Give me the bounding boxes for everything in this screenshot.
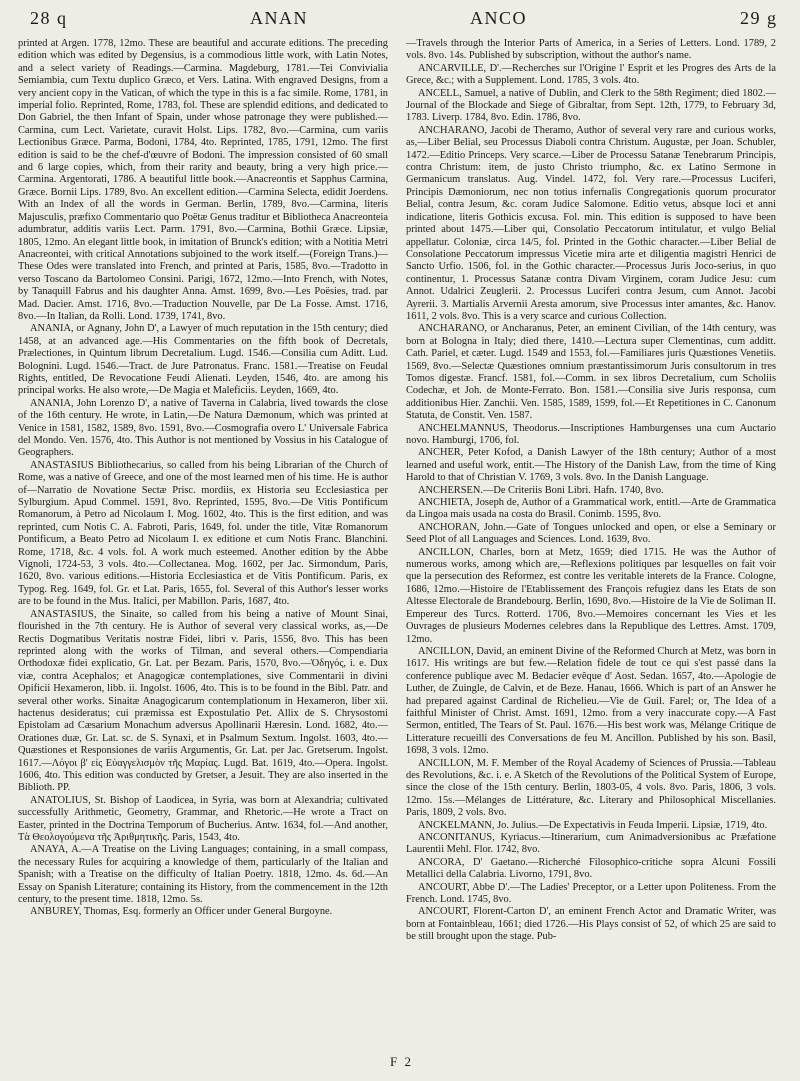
entry-anburey: ANBUREY, Thomas, Esq. formerly an Officer under General Burgoyne. (30, 906, 333, 918)
entry-anchoran: ANCHORAN, John.—Gate of Tongues unlocked and open, or else a Seminary or Seed Plot of all Languages and Sciences. Lond. 1639, 8vo. (406, 521, 776, 546)
entry-anchersen: ANCHERSEN.—De Criteriis Boni Libri. Hafn. 1740, 8vo. (418, 484, 664, 496)
entry-anacreon-continued: printed at Argen. 1778, 12mo. These are beautiful and accurate editions. The preceding edition which was edited by Degensius, is a commodious little work, with Latin Notes, and a select variety of Readings.—Carmina. Magdeburg, 1781.—Tei Convivialia Semiambia, cum Textu duplico Græco, et Vers. Latina. With engraved Designs, from a very ancient copy in the Vatican, of which the type in this is a fac simile. Rome, 1781, in imperial folio. Reprinted, Rome, 1783, fol. These are splendid editions, and dedicated to Don Gabriel, the then Infant of Spain, under whose patronage they were published.—Carmina, cum Lect. Varietate, curavit Holst. Lips. 1782, 8vo.—Carmina, cum variis Lectionibus Græce. Parma, Bodoni, 1784, 4to. Reprinted, 1785, 1791, 12mo. The first edition is said to be the chef-d'œuvre of Bodoni. The impression consisted of 60 small and 6 large copies, which, from their rarity and beauty, bring a very high price.—Carmina. Argentorati, 1786. A beautiful little book.—Anacreontis et Sapphus Carmina, Græce. Bornii Lips. 1789, 8vo. An excellent edition.—Carmina Selecta, edidit Joerdens. With an Index of all the words in German. Berlin, 1789, 8vo.—Carmina, literis Majusculis, præfixo Commentario quo Poëtæ Genus traditur et Bibliotheca Anacreonteia adumbratur, additis variis Lect. Parm. 1791, 8vo.—Carmina, Bothii Græce. Lipsiæ, 1805, 12mo. An elegant little book, in imitation of Brunck's edition; with a Notitia Metri Anacreontei, with critical Annotations subjoined to the work itself.—(Foreign Trans.)—These Odes were translated into French, and printed at Paris, 1585, 8vo.—Tradotto in verso Toscano da Bartolomeo Consini. Parigi, 1672, 12mo.—Into French, with Notes, by Tanaquill Fabrus and his daughter Anna. Amst. 1699, 8vo.—Les Poësies, trad. par Mad. Dacier. Amst. 1716, 8vo.—Traduction Nouvelle, par De La Fosse. Amst. 1716, 8vo.—In Italian, da Rolli. Lond. 1739, 1741, 8vo. (18, 38, 388, 322)
entry-anastasius-bibliothecarius: ANASTASIUS Bibliothecarius, so called from his being Librarian of the Church of Rome, was a native of Greece, and one of the most learned men of his time. He is author of—Narratio de Novatione Sectæ Prisc. mordiis, ex Historia seu Ecclesiastica per Sylburgium. Apud Commel. 1591, 8vo. Reprinted, 1595, 8vo.—De Vitis Pontificum Romanorum, à Petro ad Nicolaum I. Mog. 1602, 4to. This is the first edition, and was reprinted, cum Notis C. A. Fabroti, Paris, 1649, fol. under the title, Vitæ Romanorum Pontificum, a Beato Petro ad Nicolaum I. ex editione et cum Notis Franc. Blanchini. Rome, 1718, &c. 4 vols. fol. A work much esteemed. Another edition by the Abbe Vignoli, 1724-53, 3 vols. 4to.—Collectanea. Mog. 1602, per Jac. Sirmondum, Paris, 1620, 8vo. various editions.—Historia Ecclesiastica et de Vitis Pontificum. Paris, ex Typog. Reg. 1649, fol. Gr. et Lat. Paris, 1655, fol. Several of this Author's lesser works are to be found in the Mus. Italici, per Mabillon. Paris, 1687, 4to. (18, 459, 388, 608)
entry-anchieta: ANCHIETA, Joseph de, Author of a Grammatical work, entitl.—Arte de Grammatica da Lingoa mais usada na costa do Brasil. Conimb. 1595, 8vo. (406, 497, 776, 521)
right-column (406, 38, 776, 944)
entry-ancourt-florent: ANCOURT, Florent-Carton D', an eminent French Actor and Dramatic Writer, was born at Fontainbleau, 1661; died 1726.—His Plays consist of 52, of which 25 are said to be still brought upon the stage. Pub- (406, 906, 776, 943)
entry-ancell: ANCELL, Samuel, a native of Dublin, and Clerk to the 58th Regiment; died 1802.—Journal of the Blockade and Siege of Gibraltar, from Sept. 12th, 1779, to February 3d, 1783. Liverp. 1784, 8vo. Edin. 1786, 8vo. (406, 87, 776, 124)
entry-ancourt-abbe: ANCOURT, Abbe D'.—The Ladies' Preceptor, or a Letter upon Politeness. From the French. Lond. 1745, 8vo. (406, 881, 776, 906)
entry-ancarville: ANCARVILLE, D'.—Recherches sur l'Origine l' Esprit et les Progres des Arts de la Grece, &c.; with a Supplement. Lond. 1785, 3 vols. 4to. (406, 62, 776, 87)
entry-ancharano-jacobi: ANCHARANO, Jacobi de Theramo, Author of several very rare and curious works, as,—Liber Belial, seu Processus Diaboli contra Christum. Augustæ, per Joan. Schubler, 1472.—Editio Princeps. Very scarce.—Liber de Processu Satanæ Tenebrarum Principis, contra Christum: item, de justo Christo triumpho, &c. ex Latino Sermone in Germanicum translatus. Aug. Vindel. 1472, fol. Very rare.—Processus Luciferi, Principis Dæmoniorum, nec non totius infernalis Congregationis quorum procurator Belial, contra Jesum, &c. coram Judice Salomone. Editio vetus, absque loci et anni indicatione, literis Gothicis excusa. Fol. min. This edition is supposed to have been printed about 1475.—Liber qui, Consolatio Peccatorum intitulatur, et vulgo Belial appellatur. Coloniæ, circa 14/5, fol. Printed in the Gothic character.—Liber Belial de Consolatione Peccatorum impressus Vicetie mira arte et diligentia magistri Henrici de Sancto Urfio. 1506, fol. in the Gothic character.—Processus Juris Joco-serius, in quo continentur, 1. Processus Satanæ contra Divam Virginem, coram Judice Jesu: cum Annot. Udalrici Zeuglerii. 2. Processus Luciferi contra Jesum, cum Annot. Jacobi Ayrerii. 3. Martialis Arvernii Aresta amorum, sive Processus inter amantes, &c. Hanov. 1611, 2 vols. 8vo. This is a very scarce and curious Collection. (406, 124, 776, 322)
page-number-left: 28 q (30, 8, 68, 28)
page-number-right: 29 g (740, 8, 778, 28)
running-header (0, 6, 800, 34)
entry-anconitanus: ANCONITANUS, Kyriacus.—Itinerarium, cum Animadversionibus ac Præfatione Laurentii Mehl. Flor. 1742, 8vo. (406, 832, 776, 856)
entry-ancher: ANCHER, Peter Kofod, a Danish Lawyer of the 18th century; Author of a most learned and useful work, entit.—The History of the Danish Law, from the time of King Harold to that of Christian V. 1769, 3 vols. 8vo. In the Danish Language. (406, 447, 776, 484)
entry-ancillon-mf: ANCILLON, M. F. Member of the Royal Academy of Sciences of Prussia.—Tableau des Revolutions, &c. i. e. A Sketch of the Revolutions of the Political System of Europe, since the close of the 15th century. Berlin, 1803-05, 4 vols. 8vo. Paris, 1806, 3 vols. 12mo. 15s.—Mélanges de Littérature, &c. Literary and Philosophical Miscellanies. Paris, 1809, 2 vols. 8vo. (406, 757, 776, 819)
entry-anastasius-sinaite: ANASTASIUS, the Sinaite, so called from his being a native of Mount Sinai, flourished in the 7th century. He is Author of several very classical works, as,—De Rectis Dogmatibus Veritatis nostræ Fidei, libri v. Paris, 1556, 8vo. This has been reprinted along with the works of Tilman, and several others.—Compendiaria Orthodoxæ fidei explicatio, Gr. Lat. per Bezam. Paris, 1570, 8vo.—Ὁδηγός, i. e. Dux viæ, contra Acephalos; et Anagogicæ contemplationes, sive Commentarii in divini Opificii Hexameron, libb. ii. Ingolst. 1606, 4to. This is to be found in the Bibl. Patr. and several other works. Sinaitæ Anagogicarum contemplationum in Hexameron, liber xii. hactenus desideratus; cui præmissa est Expostulatio Pet. Allix de S. Chrysostomi Epistolam ad Cæsarium Monachum adversus Apollinarii Hæresin. Lond. 1682, 4to.—Orationes duæ, Gr. Lat. sc. de S. Synaxi, et in Psalmum Sextum. Ingolst. 1603, 4to.—Quæstiones et Responsiones de variis Argumentis, Gr. Lat. per Jac. Gretserum. Ingolst. 1617.—Λόγοι β' εἰς Εὐαγγελισμὸν τῆς Μαρίας. Lugd. Bat. 1619, 4to.—Opera. Ingolst. 1606, 4to. This edition was conducted by Gretser, a Jesuit. They are also inserted in the Biblioth. PP. (18, 608, 388, 794)
entry-ancillon-charles: ANCILLON, Charles, born at Metz, 1659; died 1715. He was the Author of numerous works, among which are,—Reflexions politiques par lesquelles on fait voir que la persecution des Reformez, est contre les veritable interets de la France. Cologne, 1686, 12mo.—Histoire de l'Etablissement des François refugiez dans les Etats de son Altesse Electorale de Brandebourg. Berlin, 1690, 8vo.—Histoire de la Vie de Soliman II. Empereur des Turcs. Rotterd. 1706, 8vo.—Memoires concernant les Vies et les Ouvrages de plusieurs Modernes celebres dans la Republique des Lettres. Amst. 1709, 12mo. (406, 546, 776, 645)
entry-anatolius: ANATOLIUS, St. Bishop of Laodicea, in Syria, was born at Alexandria; cultivated successfully Arithmetic, Geometry, Grammar, and Rhetoric.—He wrote a Tract on Easter, printed in the Doctrina Temporum of Bucherius. Antw. 1634, fol.—And another, Τὰ Θεολογούμενα τῆς Ἀριθμητικῆς. Paris, 1543, 4to. (18, 794, 388, 843)
entry-anaya: ANAYA, A.—A Treatise on the Living Languages; containing, in a small compass, the necessary Rules for acquiring a knowledge of them, particularly of the Italian and Spanish; with a Treatise on the difficulty of Italian Poetry. 1818, 12mo. 4s. 6d.—An Essay on Spanish Literature; containing its History, from the commencement in the 12th century, to the present time. 1818, 12mo. 5s. (18, 844, 388, 906)
entry-ancillon-david: ANCILLON, David, an eminent Divine of the Reformed Church at Metz, was born in 1617. His writings are but few.—Relation fidele de tout ce qui s'est passé dans la conference publique avec M. Bedacier evêque d' Aost. Sedan. 1657, 4to.—Apologie de Luther, de Zuingle, de Calvin, et de Beze. Hanau, 1666. Which is part of an Answer he had prepared against Cardinal de Richelieu.—Vie de Guil. Farel; or, The Idea of a faithful Minister of Christ. Amst. 1691, 12mo. from a very inaccurate copy.—A Fast Sermon, entitled, The Tears of St. Paul. 1676.—His best work was, Mélange Critique de Litterature recueilli des Conversations de feu M. Ancillon. Published by his son. Basil, 1698, 3 vols. 12mo. (406, 645, 776, 757)
entry-anania-john: ANANIA, or Agnany, John D', a Lawyer of much reputation in the 15th century; died 1458, at an advanced age.—His Commentaries on the fifth book of Decretals, Prælectiones, in Quintum librum Decretalium. Lugd. 1546.—Consilia cum Aditt. Lud. Bolognini. Lugd. 1546.—Tract. de Jure Patronatus. Franc. 1581.—Treatise on Feudal Rights, entitled, De Revocatione Feudi Alienati. Leyden, 1546, 4to. are among his principal works. He also wrote,—De Magia et Maleficiis. Leyden, 1669, 4to. (18, 323, 388, 397)
left-column (18, 38, 388, 919)
signature-mark: F 2 (390, 1054, 413, 1069)
entry-anburey-continued: —Travels through the Interior Parts of America, in a Series of Letters. Lond. 1789, 2 vols. 8vo. 14s. Published by subscription, without the author's name. (406, 38, 776, 62)
catchword-left: ANAN (250, 8, 308, 28)
entry-anckelmann: ANCKELMANN, Jo. Julius.—De Expectativis in Feuda Imperii. Lipsiæ, 1719, 4to. (418, 819, 768, 831)
entry-ancharano-peter: ANCHARANO, or Ancharanus, Peter, an eminent Civilian, of the 14th century, was born at Bologna in Italy; died there, 1410.—Lectura super Clementinas, cum additt. Cath. Pariel, et cæter. Lugd. 1549 and 1553, fol.—Familiares juris Quæstiones Venetiis. 1569, 8vo.—Selectæ Quæstiones omnium præstantissimorum Juris consultorum in tres Tomos digestæ. Francf. 1581, fol.—Comm. in sex libros Decretalium, cum Scholiis Codechæ, et Joh. de Monte-Ferrato. Bon. 1581.—Consilia sive Juris responsa, cum additionibus Hier. Zanchii. Ven. 1585, 1589, 1599, fol.—Et Repetitiones in C. Canonum Statuta, de Constit. Ven. 1587. (406, 323, 776, 422)
entry-anchelmannus: ANCHELMANNUS, Theodorus.—Inscriptiones Hamburgenses una cum Auctario novo. Hamburgi, 1706, fol. (406, 422, 776, 446)
entry-anania-lorenzo: ANANIA, John Lorenzo D', a native of Taverna in Calabria, lived towards the close of the 16th century. He wrote, in Latin,—De Natura Dæmonum, which was printed at Venice in 1581, 1582, 1589, 8vo. 1591, 8vo.—Cosmografia overo L' Universale Fabrica del Mondo. Ven. 1576, 4to. This Author is not mentioned by Vossius in his Catalogue of Geographers. (18, 397, 388, 459)
catchword-right: ANCO (470, 8, 528, 28)
entry-ancora: ANCORA, D' Gaetano.—Richerché Filosophico-critiche sopra Alcuni Fossili Metallici della Calabria. Livorno, 1791, 8vo. (406, 856, 776, 881)
